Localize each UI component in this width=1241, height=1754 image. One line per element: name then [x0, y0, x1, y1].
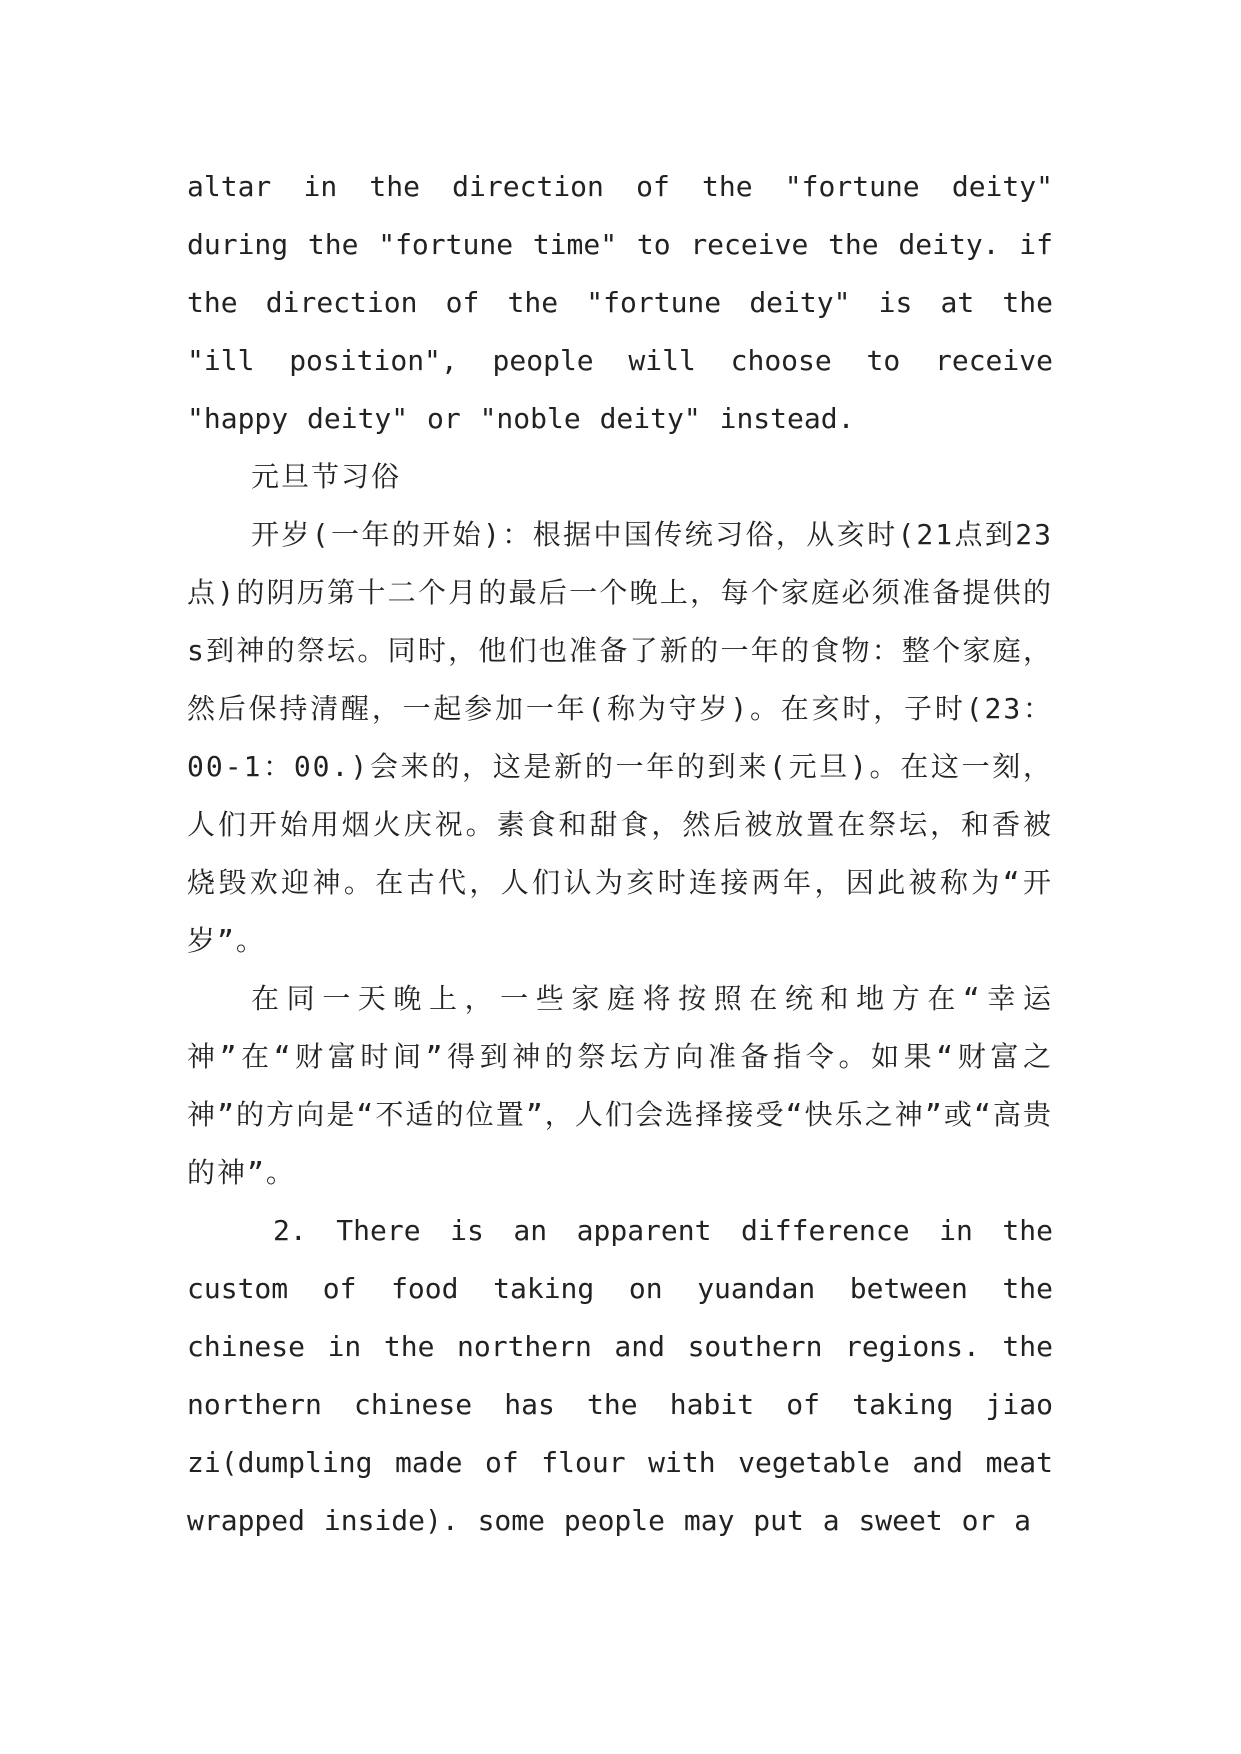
paragraph-fortune-deity-cn: 在同一天晚上，一些家庭将按照在统和地方在“幸运神”在“财富时间”得到神的祭坛方向准备指令。如果“财富之神”的方向是“不适的位置”，人们会选择接受“快乐之神”或“高贵的神”。 [187, 982, 1053, 1189]
section-heading-yuandan-customs: 元旦节习俗 [251, 460, 402, 493]
paragraph-food-custom: 2. There is an apparent difference in the custom of food taking on yuandan between the chinese in the northern and southern regions. the northern chinese has the habit of taking jiao zi(dumpling made of flour with vegetable and meat wrapped inside). some people may put a sweet or a [187, 1214, 1053, 1537]
paragraph-altar-direction: altar in the direction of the "fortune deity" during the "fortune time" to receive the deity. if the direction of the "fortune deity" is at the "ill position", people will choose to receive "happy deity" or "noble deity" instead. [187, 170, 1053, 435]
paragraph-kai-sui: 开岁(一年的开始)：根据中国传统习俗，从亥时(21点到23点)的阴历第十二个月的最后一个晚上，每个家庭必须准备提供的s到神的祭坛。同时，他们也准备了新的一年的食物：整个家庭，然后保持清醒，一起参加一年(称为守岁)。在亥时，子时(23：00-1：00.)会来的，这是新的一年的到来(元旦)。在这一刻，人们开始用烟火庆祝。素食和甜食，然后被放置在祭坛，和香被烧毁欢迎神。在古代，人们认为亥时连接两年，因此被称为“开岁”。 [187, 518, 1053, 957]
document-body [187, 158, 1053, 1550]
